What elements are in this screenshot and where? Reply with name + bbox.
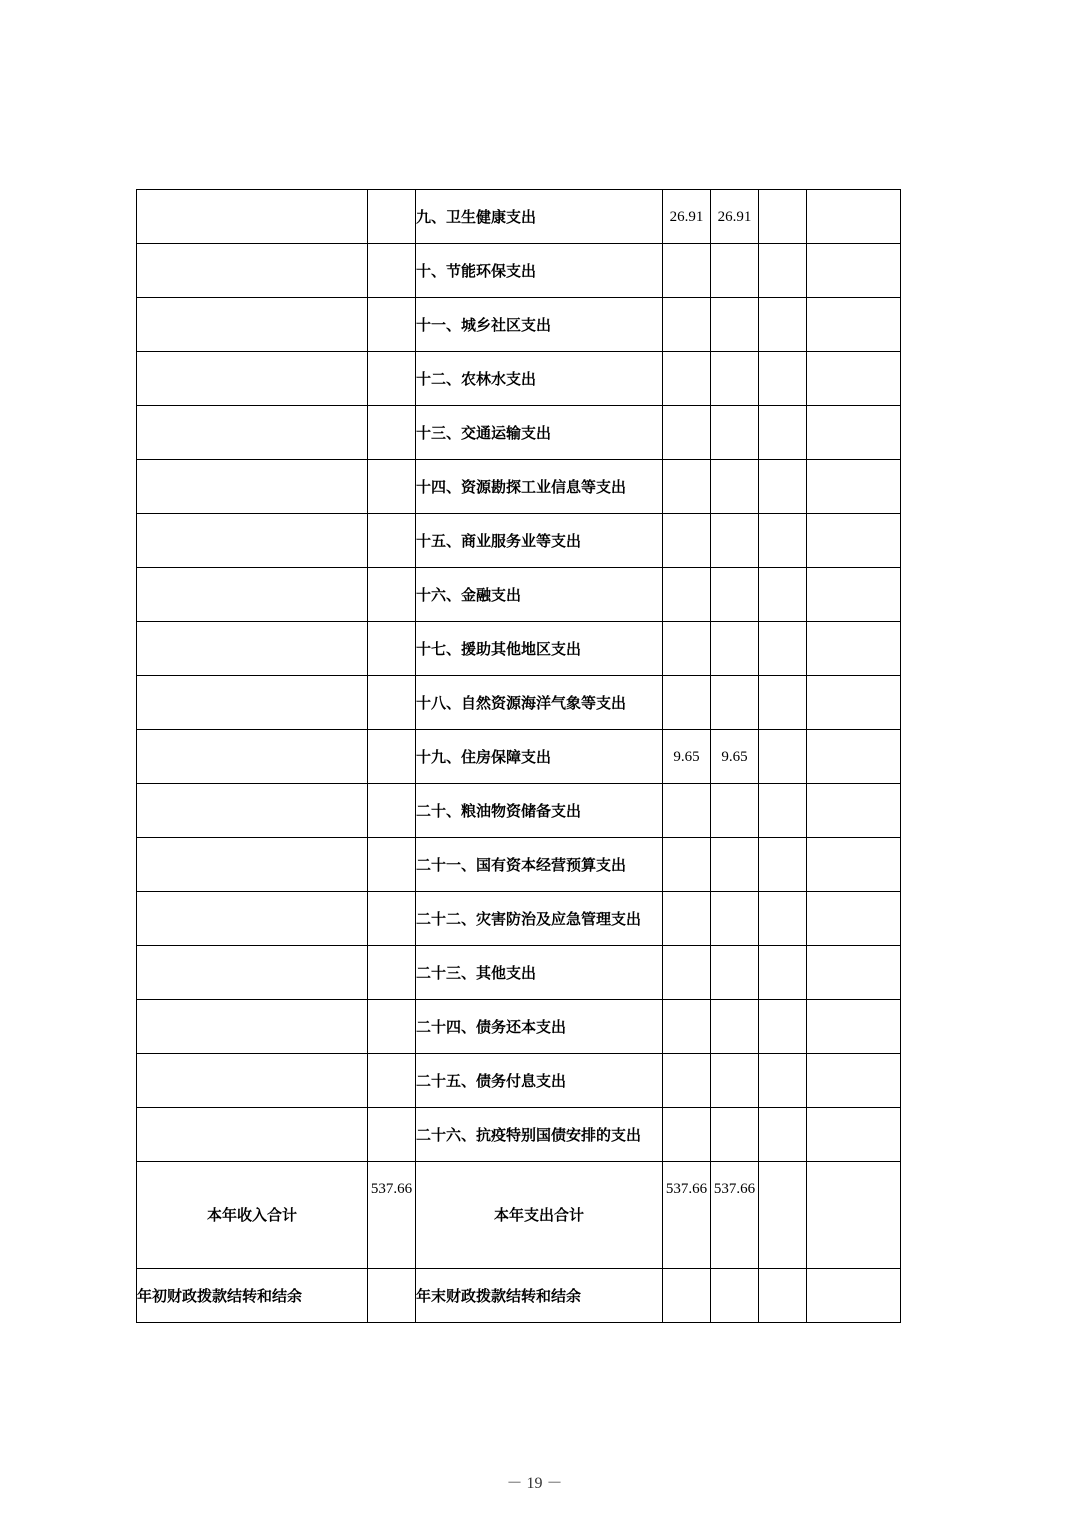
expense-total-col2: 537.66 bbox=[711, 1162, 759, 1269]
table-row bbox=[137, 676, 901, 730]
income-carryover-label: 年初财政拨款结转和结余 bbox=[137, 1269, 368, 1323]
income-amount bbox=[368, 352, 416, 406]
expense-col2 bbox=[711, 460, 759, 514]
expense-item: 十五、商业服务业等支出 bbox=[416, 514, 663, 568]
table-row bbox=[137, 298, 901, 352]
expense-col3 bbox=[759, 244, 807, 298]
income-amount bbox=[368, 460, 416, 514]
income-item bbox=[137, 298, 368, 352]
table-row bbox=[137, 568, 901, 622]
table-row bbox=[137, 190, 901, 244]
expense-item: 十七、援助其他地区支出 bbox=[416, 622, 663, 676]
expense-col4 bbox=[807, 568, 901, 622]
expense-col1: 9.65 bbox=[663, 730, 711, 784]
table-row bbox=[137, 406, 901, 460]
table-row bbox=[137, 514, 901, 568]
income-amount bbox=[368, 946, 416, 1000]
expense-carryover-col3 bbox=[759, 1269, 807, 1323]
expense-col4 bbox=[807, 406, 901, 460]
income-item bbox=[137, 892, 368, 946]
expense-item: 十九、住房保障支出 bbox=[416, 730, 663, 784]
income-item bbox=[137, 244, 368, 298]
expense-col2 bbox=[711, 568, 759, 622]
expense-col1 bbox=[663, 568, 711, 622]
expense-col1 bbox=[663, 514, 711, 568]
expense-col4 bbox=[807, 676, 901, 730]
income-item bbox=[137, 838, 368, 892]
table-row bbox=[137, 352, 901, 406]
expense-col1 bbox=[663, 622, 711, 676]
expense-col4 bbox=[807, 892, 901, 946]
budget-table bbox=[136, 189, 901, 1323]
expense-item: 二十一、国有资本经营预算支出 bbox=[416, 838, 663, 892]
expense-col3 bbox=[759, 460, 807, 514]
income-item bbox=[137, 1054, 368, 1108]
income-item bbox=[137, 1000, 368, 1054]
expense-col2 bbox=[711, 1054, 759, 1108]
expense-col1 bbox=[663, 298, 711, 352]
income-amount bbox=[368, 838, 416, 892]
expense-col1 bbox=[663, 406, 711, 460]
income-item bbox=[137, 622, 368, 676]
income-item bbox=[137, 190, 368, 244]
table-row bbox=[137, 730, 901, 784]
income-item bbox=[137, 784, 368, 838]
expense-col4 bbox=[807, 946, 901, 1000]
expense-col2 bbox=[711, 514, 759, 568]
expense-col3 bbox=[759, 784, 807, 838]
expense-col2: 26.91 bbox=[711, 190, 759, 244]
expense-col1 bbox=[663, 1054, 711, 1108]
income-total-label: 本年收入合计 bbox=[137, 1162, 368, 1269]
income-item bbox=[137, 946, 368, 1000]
income-item bbox=[137, 352, 368, 406]
expense-col3 bbox=[759, 1054, 807, 1108]
expense-col3 bbox=[759, 838, 807, 892]
table-row bbox=[137, 244, 901, 298]
expense-col2 bbox=[711, 1000, 759, 1054]
expense-col4 bbox=[807, 298, 901, 352]
expense-col4 bbox=[807, 784, 901, 838]
table-row bbox=[137, 1000, 901, 1054]
expense-col2 bbox=[711, 892, 759, 946]
expense-col2 bbox=[711, 352, 759, 406]
expense-col3 bbox=[759, 568, 807, 622]
expense-col4 bbox=[807, 352, 901, 406]
expense-carryover-col4 bbox=[807, 1269, 901, 1323]
expense-total-col1: 537.66 bbox=[663, 1162, 711, 1269]
expense-col1 bbox=[663, 1108, 711, 1162]
table-row bbox=[137, 1108, 901, 1162]
income-amount bbox=[368, 1054, 416, 1108]
income-amount bbox=[368, 190, 416, 244]
income-amount bbox=[368, 784, 416, 838]
expense-col1 bbox=[663, 352, 711, 406]
table-row bbox=[137, 838, 901, 892]
expense-col1 bbox=[663, 244, 711, 298]
expense-col4 bbox=[807, 190, 901, 244]
income-item bbox=[137, 460, 368, 514]
expense-item: 二十、粮油物资储备支出 bbox=[416, 784, 663, 838]
expense-col1 bbox=[663, 946, 711, 1000]
expense-item: 二十四、债务还本支出 bbox=[416, 1000, 663, 1054]
table-row bbox=[137, 784, 901, 838]
expense-col1: 26.91 bbox=[663, 190, 711, 244]
income-item bbox=[137, 676, 368, 730]
expense-carryover-col2 bbox=[711, 1269, 759, 1323]
expense-col4 bbox=[807, 838, 901, 892]
expense-col3 bbox=[759, 676, 807, 730]
expense-item: 十三、交通运输支出 bbox=[416, 406, 663, 460]
table-row bbox=[137, 1054, 901, 1108]
expense-col1 bbox=[663, 460, 711, 514]
expense-col3 bbox=[759, 298, 807, 352]
expense-item: 二十三、其他支出 bbox=[416, 946, 663, 1000]
expense-col1 bbox=[663, 1000, 711, 1054]
income-amount bbox=[368, 298, 416, 352]
income-amount bbox=[368, 514, 416, 568]
income-amount bbox=[368, 568, 416, 622]
expense-total-col3 bbox=[759, 1162, 807, 1269]
expense-item: 十六、金融支出 bbox=[416, 568, 663, 622]
table-row bbox=[137, 892, 901, 946]
income-item bbox=[137, 514, 368, 568]
expense-col2 bbox=[711, 244, 759, 298]
expense-col2 bbox=[711, 838, 759, 892]
income-amount bbox=[368, 244, 416, 298]
page-number: － 19 － bbox=[506, 1475, 563, 1492]
expense-col4 bbox=[807, 622, 901, 676]
expense-col2 bbox=[711, 676, 759, 730]
expense-col4 bbox=[807, 1000, 901, 1054]
expense-col4 bbox=[807, 1054, 901, 1108]
expense-col1 bbox=[663, 784, 711, 838]
expense-col4 bbox=[807, 244, 901, 298]
table-row bbox=[137, 946, 901, 1000]
income-item bbox=[137, 730, 368, 784]
expense-carryover-label: 年末财政拨款结转和结余 bbox=[416, 1269, 663, 1323]
total-row bbox=[137, 1162, 901, 1269]
expense-item: 二十二、灾害防治及应急管理支出 bbox=[416, 892, 663, 946]
table-row bbox=[137, 460, 901, 514]
expense-col1 bbox=[663, 838, 711, 892]
expense-col2 bbox=[711, 622, 759, 676]
expense-col2 bbox=[711, 946, 759, 1000]
expense-col3 bbox=[759, 514, 807, 568]
expense-col2 bbox=[711, 1108, 759, 1162]
income-amount bbox=[368, 622, 416, 676]
expense-col3 bbox=[759, 1108, 807, 1162]
expense-total-col4 bbox=[807, 1162, 901, 1269]
expense-col3 bbox=[759, 622, 807, 676]
expense-col4 bbox=[807, 730, 901, 784]
table-body bbox=[137, 190, 901, 1323]
expense-item: 十四、资源勘探工业信息等支出 bbox=[416, 460, 663, 514]
table-row bbox=[137, 622, 901, 676]
expense-col3 bbox=[759, 352, 807, 406]
expense-col1 bbox=[663, 892, 711, 946]
income-amount bbox=[368, 406, 416, 460]
expense-col2 bbox=[711, 298, 759, 352]
expense-col2 bbox=[711, 406, 759, 460]
expense-col2: 9.65 bbox=[711, 730, 759, 784]
expense-item: 十二、农林水支出 bbox=[416, 352, 663, 406]
expense-carryover-col1 bbox=[663, 1269, 711, 1323]
expense-col3 bbox=[759, 946, 807, 1000]
expense-col4 bbox=[807, 514, 901, 568]
expense-total-label: 本年支出合计 bbox=[416, 1162, 663, 1269]
income-amount bbox=[368, 1108, 416, 1162]
expense-item: 十一、城乡社区支出 bbox=[416, 298, 663, 352]
income-amount bbox=[368, 676, 416, 730]
expense-col3 bbox=[759, 190, 807, 244]
expense-col1 bbox=[663, 676, 711, 730]
income-item bbox=[137, 568, 368, 622]
carryover-row bbox=[137, 1269, 901, 1323]
income-amount bbox=[368, 730, 416, 784]
expense-item: 二十五、债务付息支出 bbox=[416, 1054, 663, 1108]
income-item bbox=[137, 1108, 368, 1162]
expense-col3 bbox=[759, 1000, 807, 1054]
expense-item: 十、节能环保支出 bbox=[416, 244, 663, 298]
income-total-amount: 537.66 bbox=[368, 1162, 416, 1269]
income-carryover-amount bbox=[368, 1269, 416, 1323]
expense-col3 bbox=[759, 730, 807, 784]
income-amount bbox=[368, 1000, 416, 1054]
expense-col4 bbox=[807, 460, 901, 514]
expense-col4 bbox=[807, 1108, 901, 1162]
income-item bbox=[137, 406, 368, 460]
expense-item: 十八、自然资源海洋气象等支出 bbox=[416, 676, 663, 730]
expense-col3 bbox=[759, 406, 807, 460]
expense-col3 bbox=[759, 892, 807, 946]
income-amount bbox=[368, 892, 416, 946]
expense-item: 二十六、抗疫特别国债安排的支出 bbox=[416, 1108, 663, 1162]
expense-item: 九、卫生健康支出 bbox=[416, 190, 663, 244]
expense-col2 bbox=[711, 784, 759, 838]
